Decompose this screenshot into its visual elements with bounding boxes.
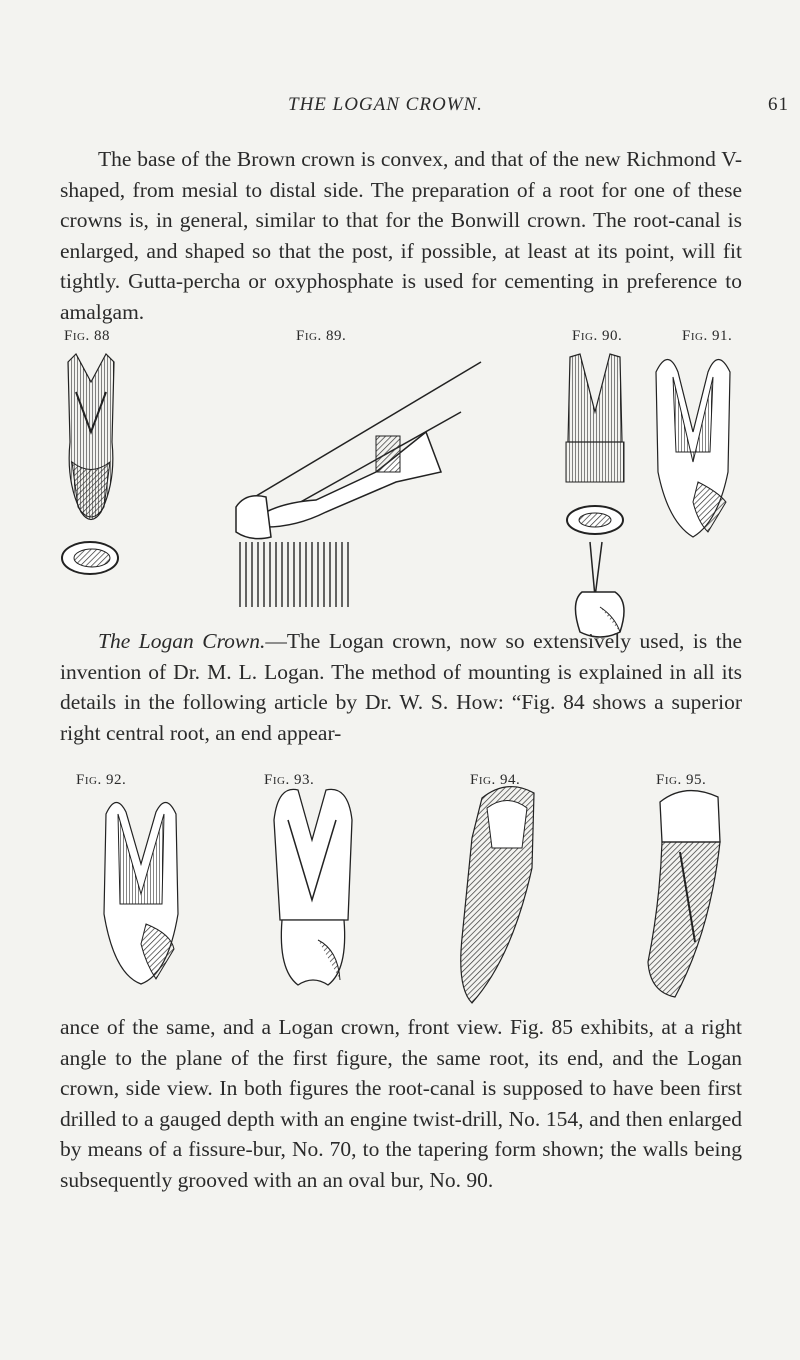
fig-94-illustration [452, 778, 542, 1008]
fig-93-label: Fig. 93. [264, 772, 315, 788]
fig-89-illustration [226, 352, 506, 612]
fig-95-label: Fig. 95. [656, 772, 707, 788]
running-title: THE LOGAN CROWN. [288, 94, 483, 115]
fig-89-label: Fig. 89. [296, 328, 347, 344]
fig-90-label: Fig. 90. [572, 328, 623, 344]
fig-95-illustration [640, 782, 730, 1002]
paragraph-continuation: ance of the same, and a Logan crown, front view. Fig. 85 exhibits, at a right angle to the plane of the first figure, the same root, its end, and the Logan crown, side view. In both figures the root-canal is supposed to have been first drilled to a gauged depth with an engine twist-drill, No. 154, and then enlarged by means of a fissure-bur, No. 70, to the tapering form shown; the walls being subsequently grooved with an an oval bur, No. 90. [60, 1015, 742, 1192]
fig-91-label: Fig. 91. [682, 328, 733, 344]
fig-88-illustration [56, 352, 126, 592]
page-number: 61 [768, 94, 789, 115]
paragraph-logan-crown [60, 626, 742, 748]
fig-90-illustration [560, 352, 650, 642]
paragraph-brown-crown: The base of the Brown crown is convex, and that of the new Richmond V-shaped, from mesial to distal side. The preparation of a root for one of these crowns is, in general, similar to that for the Bonwill crown. The root-canal is enlarged, and shaped so that the post, if possible, at least at its point, will fit tightly. Gutta-percha or oxyphosphate is used for cementing in preference to amalgam. [60, 147, 742, 324]
fig-88-label: Fig. 88 [64, 328, 110, 344]
section-lead: The Logan Crown. [98, 629, 266, 653]
fig-93-illustration [268, 780, 358, 990]
fig-94-label: Fig. 94. [470, 772, 521, 788]
fig-92-illustration [96, 794, 186, 994]
paragraph-logan-crown-text: —The Logan crown, now so extensively used, is the invention of Dr. M. L. Logan. The method of mounting is explained in all its details in the following article by Dr. W. S. How: “Fig. 84 shows a superior right central root, an end appear- [60, 629, 742, 745]
fig-91-illustration [648, 352, 738, 552]
fig-92-label: Fig. 92. [76, 772, 127, 788]
